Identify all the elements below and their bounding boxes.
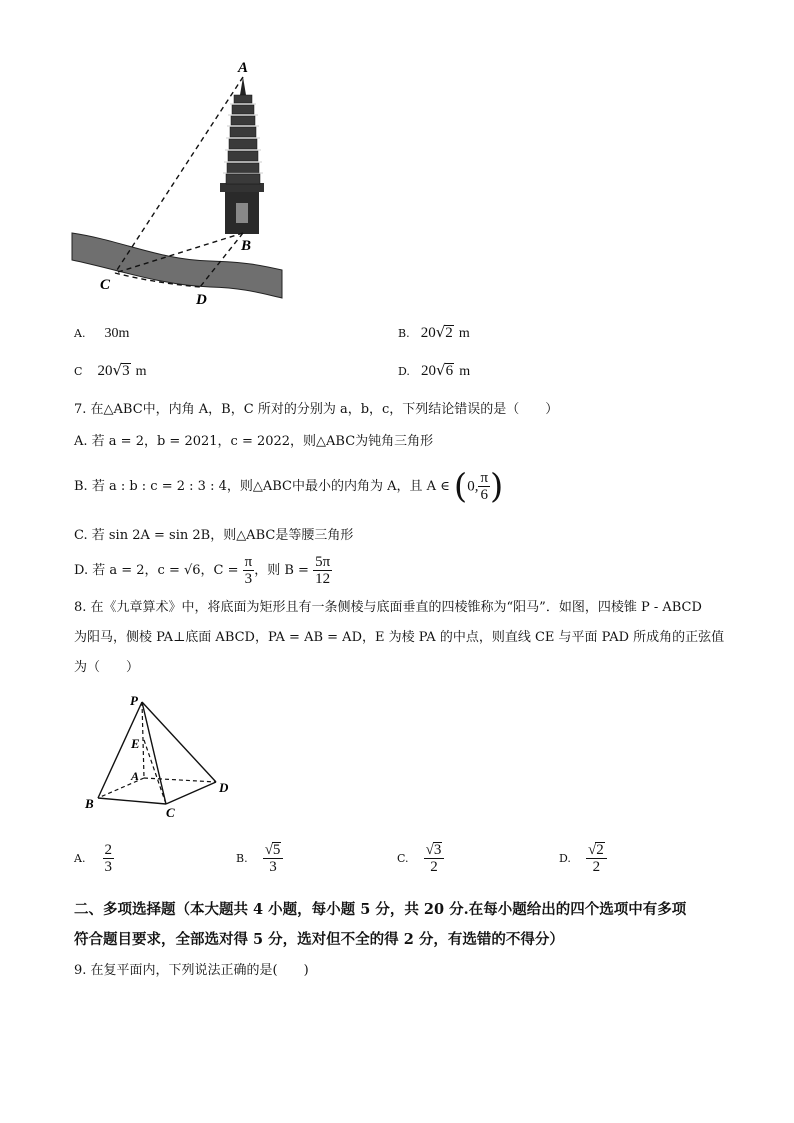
fig1-label-A: A [238,60,249,76]
q7-option-c[interactable]: C. 若 sin 2A = sin 2B，则△ABC是等腰三角形 [74,528,354,543]
pagoda-shape [220,77,264,234]
q8-line-2: 为阳马，侧棱 PA⊥底面 ABCD，PA = AB = AD，E 为棱 PA 的中点，则直线 CE 与平面 PAD 所成角的正弦值 [74,630,725,645]
fig2-label-P: P [130,693,138,708]
q8-line-3: 为（ ） [74,660,140,675]
q8-option-a[interactable]: A. $\frac{2}{3}$ [74,842,113,875]
fig1-label-C: C [100,277,111,293]
q7-option-d[interactable]: D. 若 a = 2，c = √6，C = $\frac{\pi}{3}$ ，则 B = $\frac{5\pi}{12}$ [74,554,331,587]
fig2-label-C: C [166,805,175,820]
fig2-label-B: B [85,796,94,811]
q6-option-a[interactable]: A. 30m [74,326,130,341]
fig1-label-B: B [241,238,252,254]
q7-stem: 7. 在△ABC中，内角 A，B，C 所对的分别为 a，b，c，下列结论错误的是（ ） [74,402,559,417]
q6-option-c[interactable]: C 20√3 m [74,361,147,379]
q8-option-b[interactable]: B. $\frac{√5}{3}$ [236,842,283,875]
fig2-label-D: D [219,780,229,795]
q7-option-b[interactable]: B. 若 a : b : c = 2 : 3 : 4，则△ABC中最小的内角为 A，且 A ∈ (0, $\frac{\pi}{6}$ ) [74,466,504,507]
fig2-label-A: A [131,769,140,783]
fig2-label-E: E [131,736,140,751]
q7-option-a[interactable]: A. 若 a = 2，b = 2021，c = 2022，则△ABC为钝角三角形 [74,434,434,449]
q8-option-c[interactable]: C. $\frac{√3}{2}$ [397,842,444,875]
figure-pagoda [60,55,300,310]
q8-line-1: 8. 在《九章算术》中，将底面为矩形且有一条侧棱与底面垂直的四棱锥称为“阳马”．如图，四棱锥 P - ABCD [74,600,702,615]
5pi-over-12-fraction: $\frac{5\pi}{12}$ [315,554,331,587]
q9-stem: 9. 在复平面内，下列说法正确的是( ) [74,963,309,978]
section-2-heading-line-1: 二、多项选择题（本大题共 4 小题，每小题 5 分，共 20 分.在每小题给出的四个选项中有多项 [74,901,687,918]
q6-option-d[interactable]: D. 20√6 m [398,361,471,379]
pi-over-6-fraction: $\frac{\pi}{6}$ [480,470,489,503]
figure-pyramid [78,690,248,820]
pi-over-3-fraction: $\frac{\pi}{3}$ [244,554,253,587]
fig1-label-D: D [196,292,207,308]
pyramid-solid-edges [98,702,216,804]
q8-option-d[interactable]: D. $\frac{√2}{2}$ [559,842,607,875]
q6-option-b[interactable]: B. 20√2 m [398,323,470,341]
section-2-heading-line-2: 符合题目要求，全部选对得 5 分，选对但不全的得 2 分，有选错的不得分） [74,931,564,948]
